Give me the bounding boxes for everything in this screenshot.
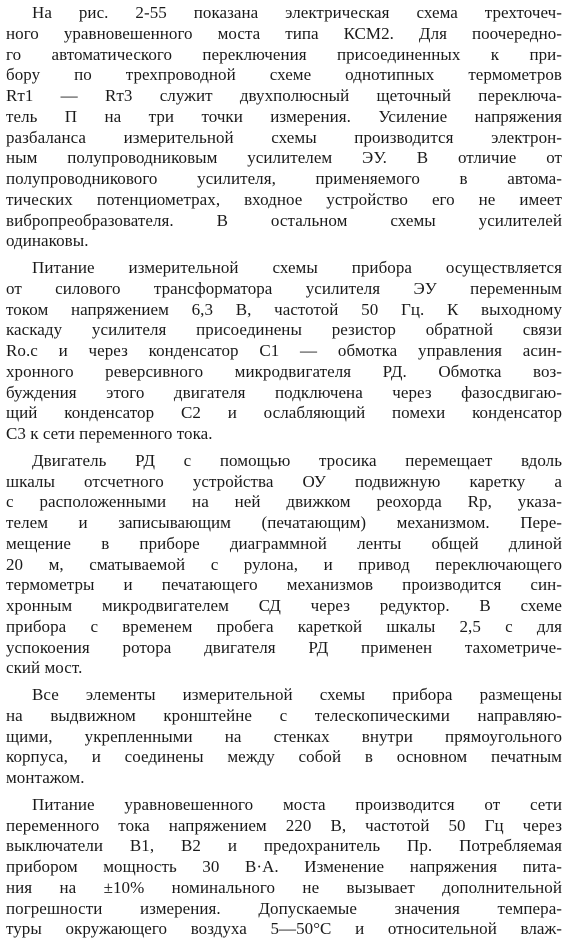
text-line: током напряжением 6,3 В, частотой 50 Гц. К выходному [6,299,562,319]
paragraph [0,3,566,252]
text-line: мещение в приборе диаграммной ленты общей длиной [6,533,562,553]
text-line: успокоения ротора двигателя РД применен тахометриче- [6,637,562,657]
text-line: Все элементы измерительной схемы прибора размещены [32,685,562,704]
text-line: от силового трансформатора усилителя ЭУ переменным [6,278,562,298]
text-line: переменного тока напряжением 220 В, частотой 50 Гц через [6,815,562,835]
text-line: ного уравновешенного моста типа КСМ2. Для поочередно- [6,23,562,43]
text-line: ным полупроводниковым усилителем ЭУ. В отличие от [6,148,562,168]
text-line: На рис. 2-55 показана электрическая схема трехточеч- [32,3,562,22]
text-line: ния на ±10% номинального не вызывает дополнительной [6,877,562,897]
text-line: буждения этого двигателя подключена через фазосдвигаю- [6,382,562,402]
text-line: 20 м, сматываемой с рулона, и привод переключающего [6,554,562,574]
document-text [0,3,566,940]
text-line: прибором мощность 30 В·А. Изменение напряжения пита- [6,857,562,876]
text-line: бору по трехпроводной схеме однотипных термометров [6,65,562,85]
text-line: разбаланса измерительной схемы производится электрон- [6,127,562,147]
text-line: Rт1 — Rт3 служит двухполюсный щеточный переключа- [6,86,562,105]
paragraph [0,258,566,445]
text-line: полупроводникового усилителя, применяемого в автома- [6,169,562,188]
text-line: ский мост. [6,658,83,678]
text-line: С3 к сети переменного тока. [6,424,213,443]
text-line: го автоматического переключения присоединенных к при- [6,44,562,64]
text-line: на выдвижном кронштейне с телескопическими направляю- [6,705,562,725]
text-line: телем и записывающим (печатающим) механизмом. Пере- [6,513,562,532]
text-line: щий конденсатор С2 и ослабляющий помехи конденсатор [6,403,562,423]
text-line: Rо.с и через конденсатор С1 — обмотка управления асин- [6,341,562,360]
text-line: хронного реверсивного микродвигателя РД. Обмотка воз- [6,361,562,381]
text-line: вибропреобразователя. В остальном схемы усилителей [6,210,562,230]
text-line: прибора с временем пробега кареткой шкалы 2,5 с для [6,616,562,636]
paragraph [0,451,566,679]
text-line: Двигатель РД с помощью тросика перемещает вдоль [32,450,562,470]
text-line: тических потенциометрах, входное устройство его не имеет [6,189,562,209]
text-line: хронным микродвигателем СД через редуктор. В схеме [6,596,562,615]
text-line: щими, укрепленными на стенках внутри прямоугольного [6,726,562,746]
text-line: каскаду усилителя присоединены резистор обратной связи [6,320,562,340]
text-line: монтажом. [6,768,85,787]
text-line: корпуса, и соединены между собой в основном печатным [6,747,562,767]
text-line: туры окружающего воздуха 5—50°С и относительной влаж- [6,919,562,939]
text-line: шкалы отсчетного устройства ОУ подвижную каретку а [6,471,562,491]
paragraph [0,685,566,789]
text-line: термометры и печатающего механизмов производится син- [6,575,562,595]
text-line: тель П на три точки измерения. Усиление напряжения [6,106,562,126]
text-line: одинаковы. [6,231,89,251]
text-line: Питание уравновешенного моста производится от сети [32,794,562,814]
paragraph [0,795,566,940]
text-line: погрешности измерения. Допускаемые значения темпера- [6,898,562,918]
text-line: Питание измерительной схемы прибора осуществляется [32,258,562,277]
text-line: с расположенными на ней движком реохорда Rр, указа- [6,492,562,512]
text-line: выключатели В1, В2 и предохранитель Пр. Потребляемая [6,836,562,856]
